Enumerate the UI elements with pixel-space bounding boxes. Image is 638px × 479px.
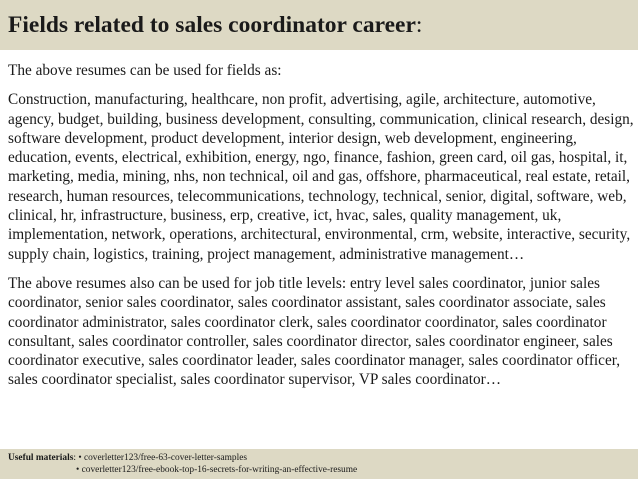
job-levels-paragraph: The above resumes also can be used for job title levels: entry level sales coordinator, junior sales coordinator, senior sales coordinator, sales coordinator assistant, sales coordinator associate, sales coordinator administrator, sales coordinator clerk, sales coordinator coordinator, sales coordinator consultant, sales coordinator controller, sales coordinator director, sales coordinator engineer, sales coordinator executive, sales coordinator leader, sales coordinator manager, sales coordinator officer, sales coordinator specialist, sales coordinator supervisor, VP sales coordinator…	[8, 274, 621, 389]
footer-link-cover-letter-samples[interactable]: • coverletter123/free-63-cover-letter-samples	[78, 453, 248, 463]
fields-paragraph: Construction, manufacturing, healthcare, non profit, advertising, agile, architecture, automotive, agency, budget, building, business development, consulting, communication, clinical research, design, software development, product development, interior design, web development, engineering, education, events, electrical, exhibition, energy, ngo, finance, fashion, green card, oil gas, hospital, it, marketing, media, mining, nhs, non technical, oil and gas, offshore, pharmaceutical, real estate, retail, research, human resources, telecommunications, technology, technical, senior, digital, software, web, clinical, hr, infrastructure, business, erp, creative, ict, hvac, sales, quality management, uk, implementation, network, operations, architectural, environmental, crm, website, interactive, security, supply chain, logistics, training, project management, administrative management…	[8, 91, 634, 263]
page-title-text: Fields related to sales coordinator career	[8, 12, 416, 38]
page-title-colon: :	[415, 12, 423, 38]
slide-content	[8, 61, 634, 390]
title-bar	[0, 0, 638, 50]
footer-row-1	[8, 452, 638, 464]
footer-label-colon: :	[73, 453, 79, 463]
page-title	[8, 11, 638, 39]
intro-paragraph: The above resumes can be used for fields as:	[8, 62, 282, 79]
footer-link-ebook-resume-secrets[interactable]: • coverletter123/free-ebook-top-16-secrets-for-writing-an-effective-resume	[76, 465, 358, 475]
footer-label: Useful materials	[8, 453, 74, 463]
footer-row-2	[8, 464, 638, 476]
footer-bar	[0, 449, 638, 479]
